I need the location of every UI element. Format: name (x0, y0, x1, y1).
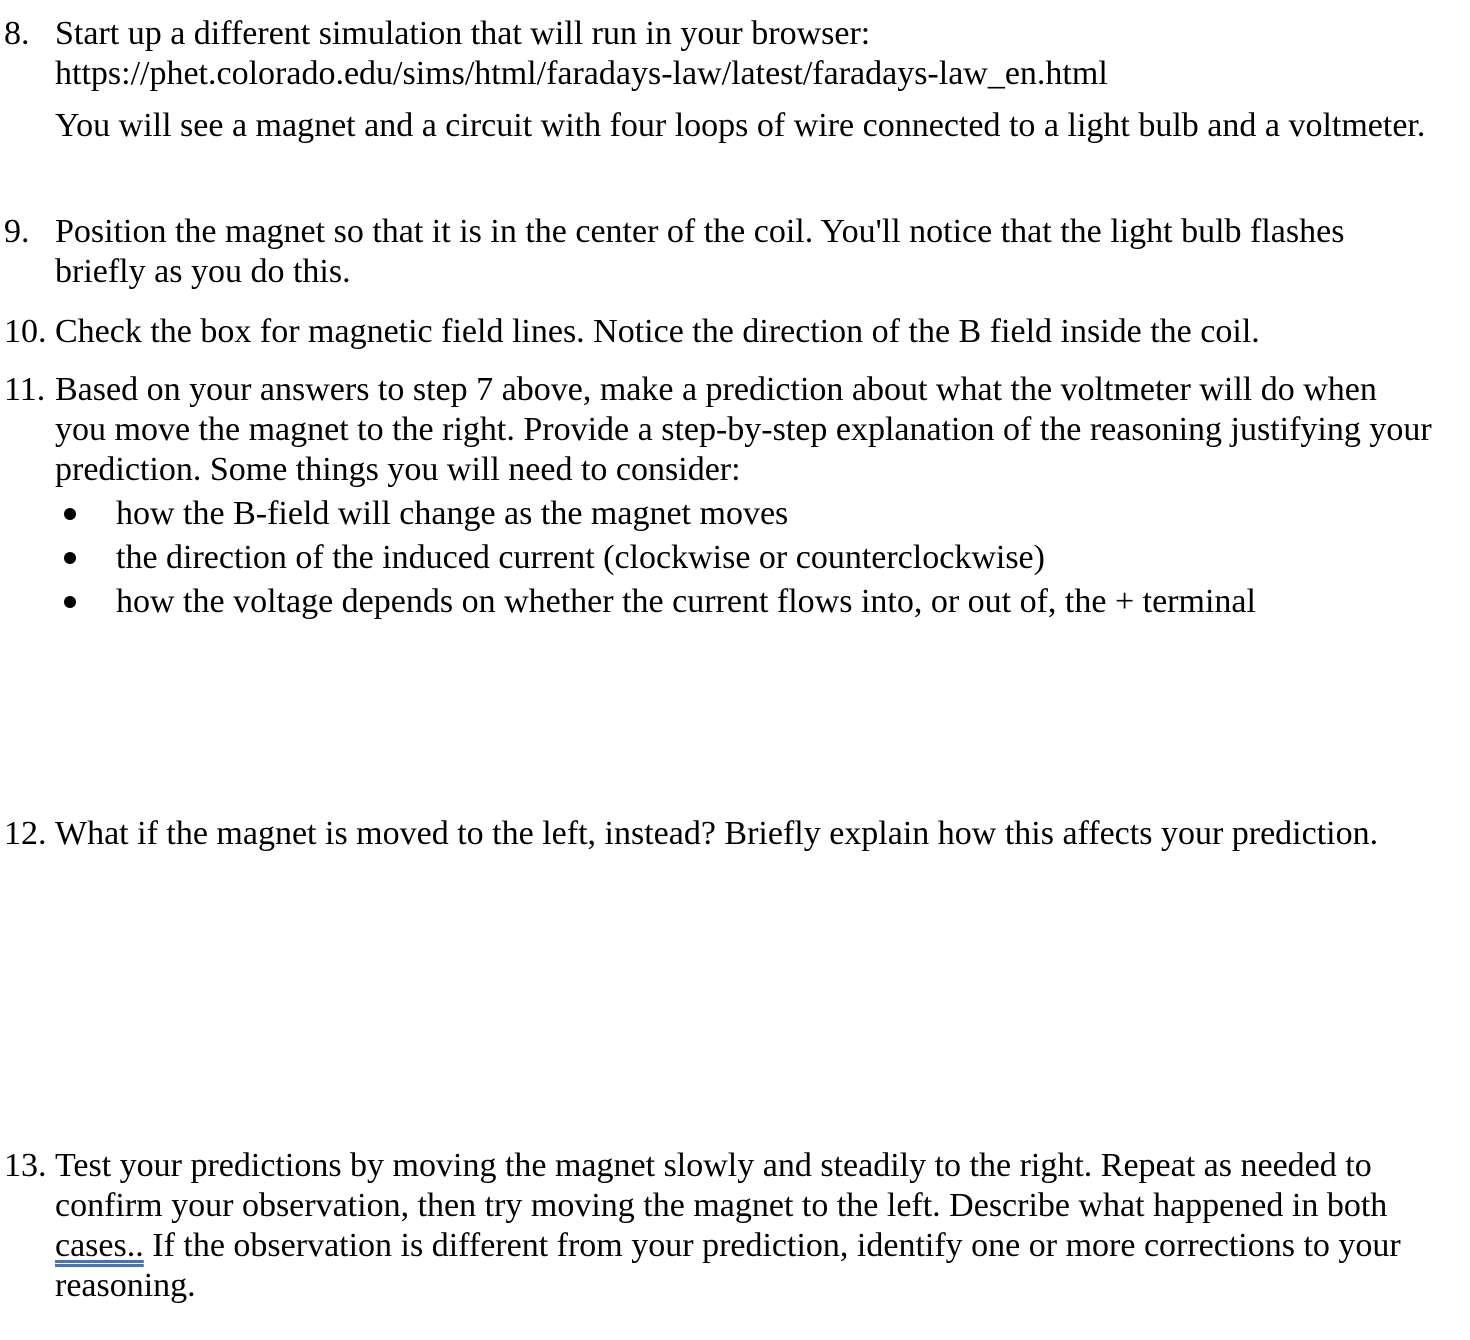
bullet-item (0, 492, 1440, 536)
simulation-url[interactable]: https://phet.colorado.edu/sims/html/faradays-law/latest/faradays-law_en.html (55, 55, 1108, 92)
item-text: Based on your answers to step 7 above, make a prediction about what the voltmeter will do when you move the magnet to the right. Provide a step-by-step explanation of the reasoning justifying your prediction. Some things you will need to consider: (55, 371, 1432, 488)
bullet-text: the direction of the induced current (clockwise or counterclockwise) (116, 539, 1045, 576)
item-text: Start up a different simulation that will run in your browser: (55, 15, 871, 52)
list-item-10 (0, 312, 1440, 352)
bullet-text: how the B-field will change as the magnet moves (116, 495, 789, 532)
spellcheck-flagged-word[interactable]: cases.. (55, 1227, 144, 1264)
list-item-8 (0, 14, 1440, 146)
item-paragraph: You will see a magnet and a circuit with four loops of wire connected to a light bulb and a voltmeter. (55, 107, 1426, 144)
item-text (55, 1146, 1435, 1306)
item-text-part: If the observation is different from your prediction, identify one or more corrections to your reasoning. (55, 1227, 1401, 1304)
bullet-icon (64, 552, 76, 564)
item-text: What if the magnet is moved to the left, instead? Briefly explain how this affects your prediction. (55, 815, 1379, 852)
bullet-icon (64, 508, 76, 520)
list-item-12 (0, 814, 1440, 854)
item-number: 13. (4, 1147, 47, 1184)
item-number: 12. (4, 815, 47, 852)
consideration-list (0, 492, 1440, 624)
list-item-13 (0, 1146, 1440, 1306)
bullet-icon (64, 596, 76, 608)
item-number: 10. (4, 313, 47, 350)
bullet-item (0, 536, 1440, 580)
list-item-9 (0, 212, 1440, 292)
item-number: 11. (4, 371, 46, 408)
list-item-11 (0, 370, 1440, 624)
item-text: Position the magnet so that it is in the center of the coil. You'll notice that the light bulb flashes briefly as you do this. (55, 213, 1345, 290)
item-number: 9. (4, 213, 30, 250)
bullet-item (0, 580, 1440, 624)
item-number: 8. (4, 15, 30, 52)
item-text-part: Test your predictions by moving the magnet slowly and steadily to the right. Repeat as needed to confirm your observation, then try moving the magnet to the left. Describe what happened in both (55, 1147, 1388, 1224)
item-text: Check the box for magnetic field lines. Notice the direction of the B field inside the coil. (55, 313, 1260, 350)
bullet-text: how the voltage depends on whether the current flows into, or out of, the + terminal (116, 583, 1256, 620)
